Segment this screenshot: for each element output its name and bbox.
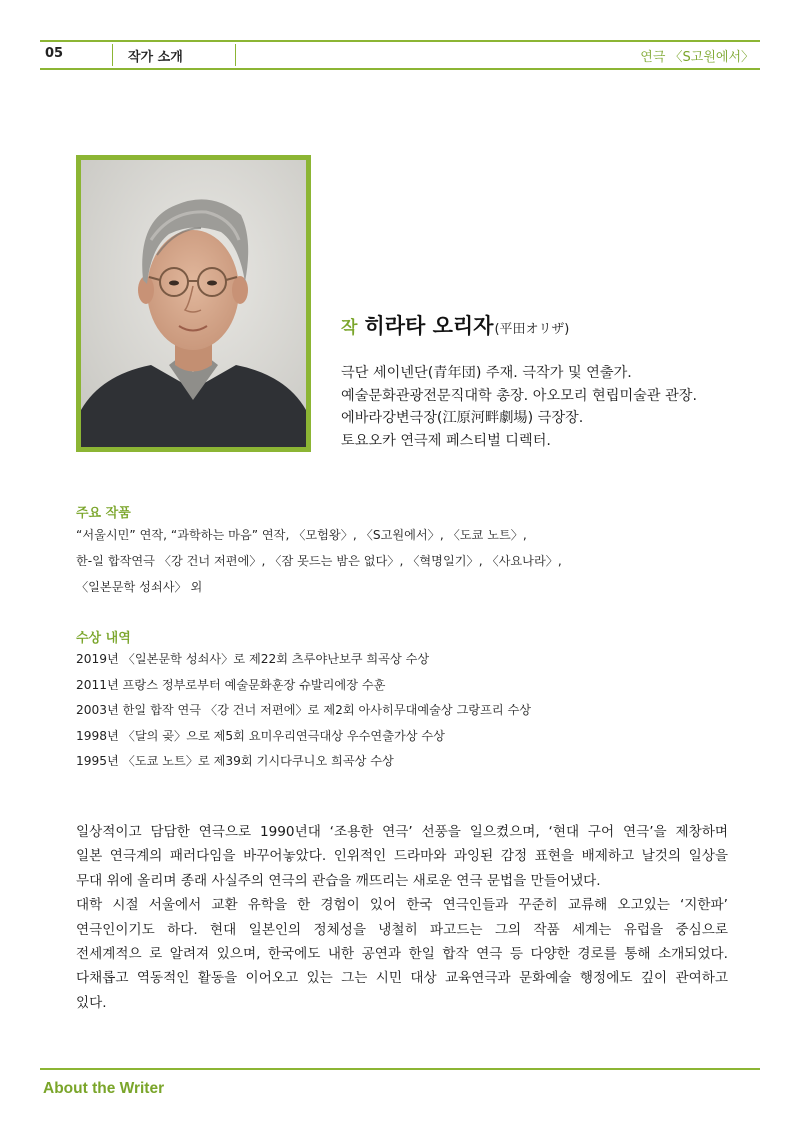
awards-heading: 수상 내역 (76, 631, 131, 646)
award-line: 1995년 〈도쿄 노트〉로 제39회 기시다쿠니오 희곡상 수상 (76, 754, 394, 768)
document-title: 연극 〈S고원에서〉 (640, 50, 754, 65)
footer-rule (40, 1068, 760, 1070)
author-bio (341, 362, 697, 452)
bio-line: 예술문화관광전문직대학 총장. 아오모리 현립미술관 관장. (341, 387, 697, 404)
author-name-japanese: (平田オリザ) (494, 322, 570, 337)
author-name: 히라타 오리자 (364, 314, 494, 338)
bio-line: 에바라강변극장(江原河畔劇場) 극장장. (341, 410, 584, 426)
works-line: “서울시민” 연작, “과학하는 마음” 연작, 〈모험왕〉, 〈S고원에서〉, 〈도쿄 노트〉, (76, 528, 527, 542)
award-line: 2019년 〈일본문학 성쇠사〉로 제22회 츠루야난보쿠 희곡상 수상 (76, 652, 430, 666)
header-bottom-rule (40, 68, 760, 70)
footer-label: About the Writer (43, 1080, 165, 1097)
header-divider (112, 44, 113, 66)
author-role-prefix: 작 (341, 318, 358, 338)
page-header (40, 40, 760, 68)
works-list (76, 522, 562, 600)
author-description (76, 820, 728, 1015)
bio-line: 극단 세이넨단(青年団) 주재. 극작가 및 연출가. (341, 365, 632, 381)
author-name-block (341, 310, 569, 340)
description-line: 일본 연극계의 패러다임을 바꾸어놓았다. 인위적인 드라마와 과잉된 감정 표현을 배제하고 날것의 일상을 (76, 848, 728, 865)
description-line: 무대 위에 올리며 종래 사실주의 연극의 관습을 깨뜨리는 새로운 연극 문법을 만들어냈다. (76, 872, 601, 889)
awards-list (76, 647, 531, 775)
award-line: 2003년 한일 합작 연극 〈강 건너 저편에〉로 제2회 아사히무대예술상 그랑프리 수상 (76, 703, 532, 717)
description-line: 연극인이기도 하다. 현대 일본인의 정체성을 냉철히 파고드는 그의 작품 세계는 유럽을 중심으로 (76, 921, 728, 938)
description-line: 대학 시절 서울에서 교환 유학을 한 경험이 있어 한국 연극인들과 꾸준히 교류해 오고있는 ‘지한파’ (76, 897, 728, 914)
section-label: 작가 소개 (128, 50, 183, 65)
page-number: 05 (45, 46, 64, 61)
description-line: 전세계적으 로 알려져 있으며, 한국에도 내한 공연과 한일 합작 연극 등 다양한 경로를 통해 소개되었다. (76, 946, 728, 963)
works-line: 한-일 합작연극 〈강 건너 저편에〉, 〈잠 못드는 밤은 없다〉, 〈혁명일기〉, 〈사요나라〉, (76, 554, 562, 568)
description-line: 다채롭고 역동적인 활동을 이어오고 있는 그는 시민 대상 교육연극과 문화예술 행정에도 깊이 관여하고 (76, 970, 728, 987)
description-line: 일상적이고 담담한 연극으로 1990년대 ‘조용한 연극’ 선풍을 일으켰으며, ‘현대 구어 연극’을 제창하며 (76, 824, 728, 840)
author-photo-frame (76, 155, 311, 452)
works-line: 〈일본문학 성쇠사〉 외 (76, 580, 203, 594)
author-portrait-photo (81, 160, 306, 447)
description-line: 있다. (76, 994, 107, 1011)
award-line: 1998년 〈달의 곶〉으로 제5회 요미우리연극대상 우수연출가상 수상 (76, 728, 445, 743)
header-divider (235, 44, 236, 66)
bio-line: 토요오카 연극제 페스티벌 디렉터. (341, 432, 551, 449)
award-line: 2011년 프랑스 정부로부터 예술문화훈장 슈발리에장 수훈 (76, 677, 386, 692)
works-heading: 주요 작품 (76, 506, 131, 521)
